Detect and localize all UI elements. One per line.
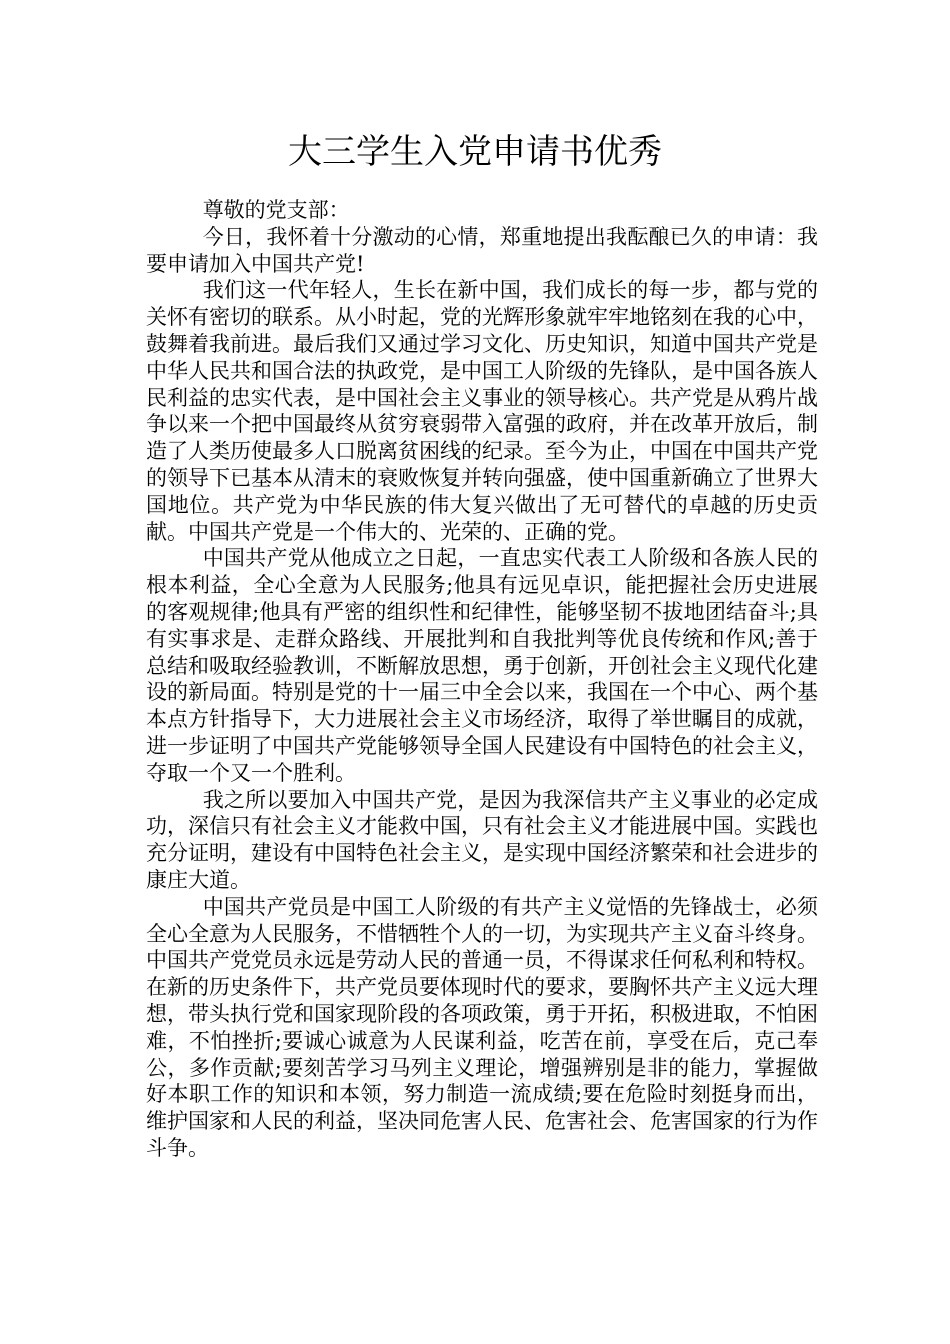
body-paragraph: 中国共产党员是中国工人阶级的有共产主义觉悟的先锋战士，必须全心全意为人民服务，不惜牺牲个人的一切，为实现共产主义奋斗终身。中国共产党党员永远是劳动人民的普通一员，不得谋求任何私利和特权。在新的历史条件下，共产党员要体现时代的要求，要胸怀共产主义远大理想，带头执行党和国家现阶段的各项政策，勇于开拓，积极进取，不怕困难，不怕挫折;要诚心诚意为人民谋利益，吃苦在前，享受在后，克己奉公，多作贡献;要刻苦学习马列主义理论，增强辨别是非的能力，掌握做好本职工作的知识和本领，努力制造一流成绩;要在危险时刻挺身而出，维护国家和人民的利益，坚决同危害人民、危害社会、危害国家的行为作斗争。 <box>146 894 818 1160</box>
body-paragraph: 我之所以要加入中国共产党，是因为我深信共产主义事业的必定成功，深信只有社会主义才能救中国，只有社会主义才能进展中国。实践也充分证明，建设有中国特色社会主义，是实现中国经济繁荣和社会进步的康庄大道。 <box>146 787 818 892</box>
document-body <box>146 197 818 1162</box>
document-title: 大三学生入党申请书优秀 <box>288 132 662 172</box>
salutation: 尊敬的党支部： <box>202 198 350 222</box>
body-paragraph: 中国共产党从他成立之日起，一直忠实代表工人阶级和各族人民的根本利益，全心全意为人民服务;他具有远见卓识，能把握社会历史进展的客观规律;他具有严密的组织性和纪律性，能够坚韧不拔地团结奋斗;具有实事求是、走群众路线、开展批判和自我批判等优良传统和作风;善于总结和吸取经验教训，不断解放思想，勇于创新，开创社会主义现代化建设的新局面。特别是党的十一届三中全会以来，我国在一个中心、两个基本点方针指导下，大力进展社会主义市场经济，取得了举世瞩目的成就，进一步证明了中国共产党能够领导全国人民建设有中国特色的社会主义，夺取一个又一个胜利。 <box>146 546 818 785</box>
body-paragraph: 今日，我怀着十分激动的心情，郑重地提出我酝酿已久的申请：我要申请加入中国共产党! <box>146 224 818 276</box>
body-paragraph: 我们这一代年轻人，生长在新中国，我们成长的每一步，都与党的关怀有密切的联系。从小时起，党的光辉形象就牢牢地铭刻在我的心中，鼓舞着我前进。最后我们又通过学习文化、历史知识，知道中国共产党是中华人民共和国合法的执政党，是中国工人阶级的先锋队，是中国各族人民利益的忠实代表，是中国社会主义事业的领导核心。共产党是从鸦片战争以来一个把中国最终从贫穷衰弱带入富强的政府，并在改革开放后，制造了人类历使最多人口脱离贫困线的纪录。至今为止，中国在中国共产党的领导下已基本从清末的衰败恢复并转向强盛，使中国重新确立了世界大国地位。共产党为中华民族的伟大复兴做出了无可替代的卓越的历史贡献。中国共产党是一个伟大的、光荣的、正确的党。 <box>146 278 818 544</box>
